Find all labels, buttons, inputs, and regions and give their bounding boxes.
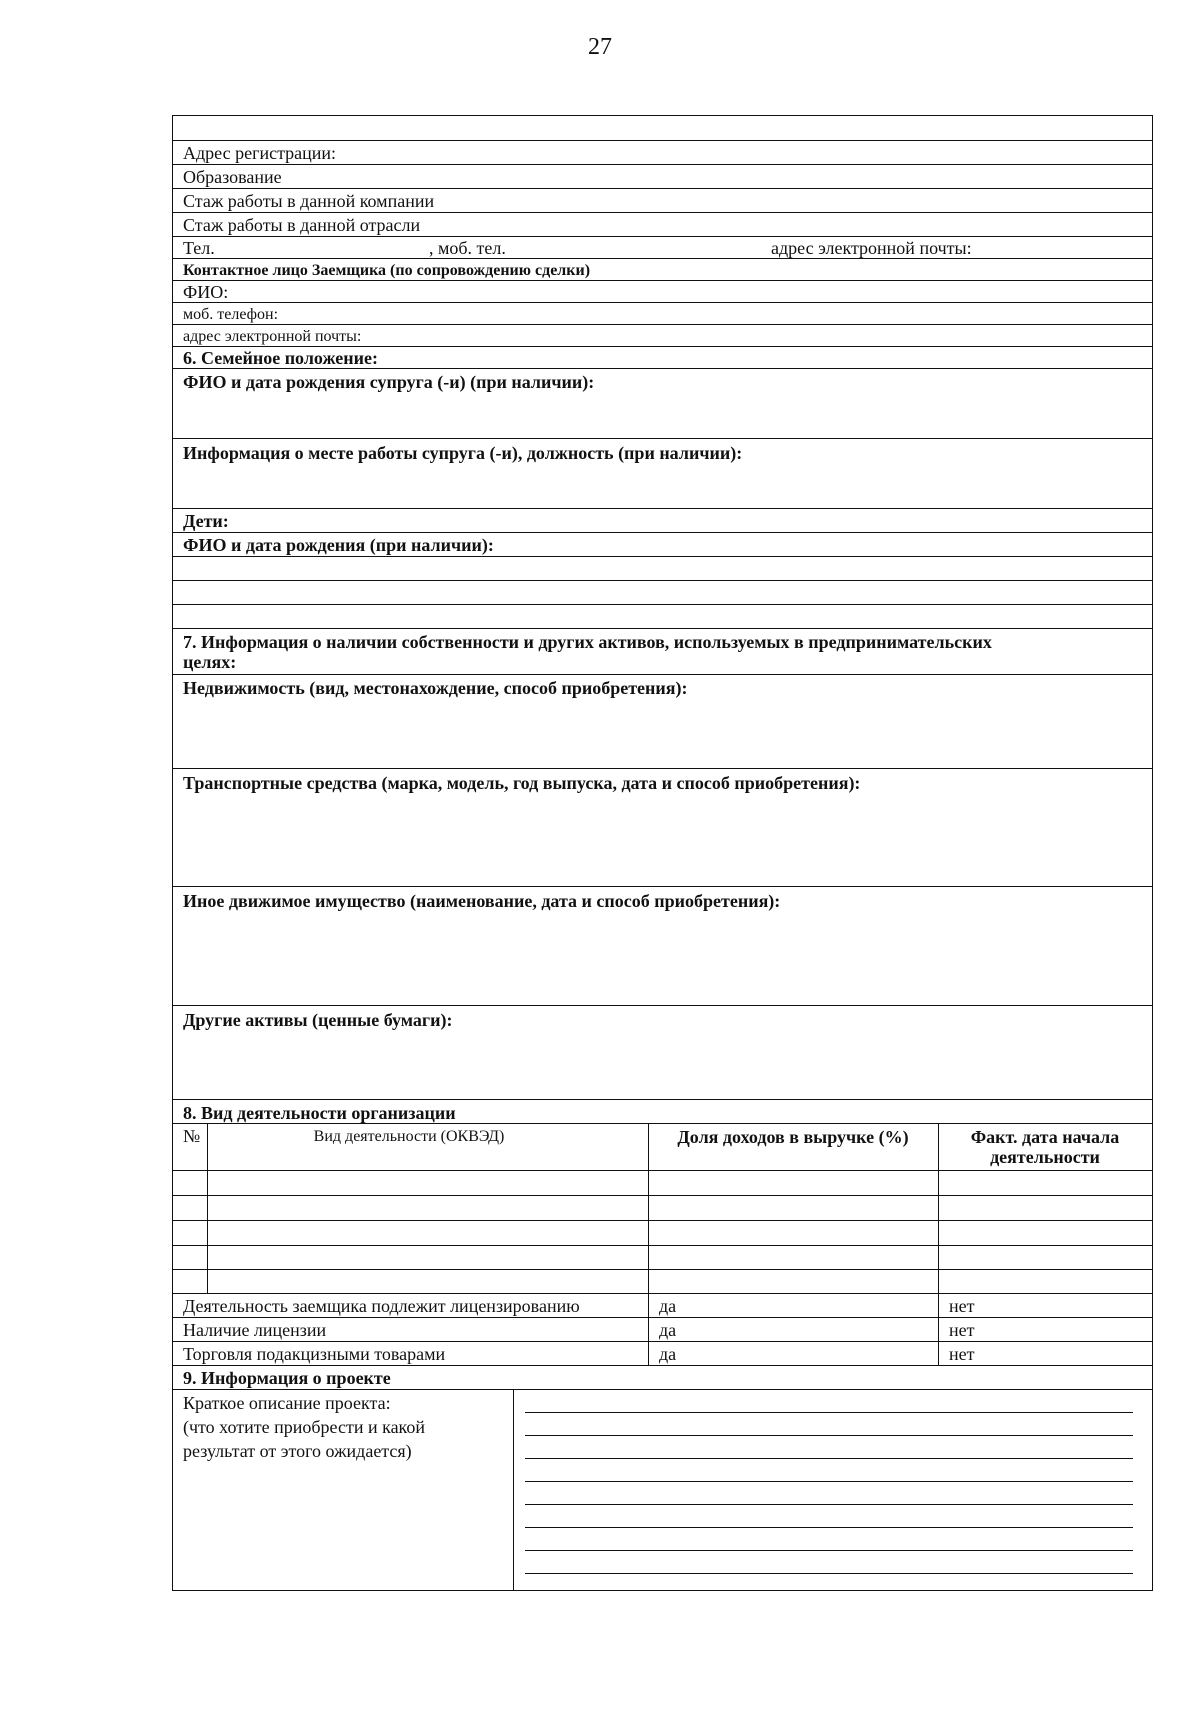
vehicles-label: Транспортные средства (марка, модель, год выпуска, дата и способ приобретения): xyxy=(183,773,861,793)
project-description-line1: Краткое описание проекта: xyxy=(183,1393,391,1413)
registration-address-label: Адрес регистрации: xyxy=(183,143,337,163)
marital-status-row xyxy=(173,346,1152,368)
writing-line[interactable] xyxy=(525,1527,1133,1528)
experience-industry-label: Стаж работы в данной отрасли xyxy=(183,215,421,235)
contact-mobile-label: моб. телефон: xyxy=(183,306,279,323)
other-assets-row[interactable] xyxy=(173,1005,1152,1099)
section6-title: 6. Семейное положение: xyxy=(183,348,379,368)
real-estate-label: Недвижимость (вид, местонахождение, способ приобретения): xyxy=(183,678,688,698)
section8-title: 8. Вид деятельности организации xyxy=(183,1103,456,1123)
spouse-row[interactable] xyxy=(173,368,1152,438)
children-label: Дети: xyxy=(183,511,229,531)
section7-title-line2: целях: xyxy=(183,652,237,672)
phone-label: Тел. xyxy=(183,238,215,258)
activity-title-row xyxy=(173,1099,1152,1123)
license-available-label: Наличие лицензии xyxy=(183,1320,327,1340)
excise-yes-option[interactable]: да xyxy=(659,1344,677,1364)
project-title-row xyxy=(173,1365,1152,1389)
contact-email-row[interactable] xyxy=(173,324,1152,346)
activity-header-row xyxy=(173,1123,1152,1170)
activity-table-row[interactable] xyxy=(173,1220,1152,1245)
excise-goods-row[interactable] xyxy=(173,1341,1152,1365)
children-fio-label: ФИО и дата рождения (при наличии): xyxy=(183,535,494,555)
contact-person-row xyxy=(173,258,1152,280)
writing-line[interactable] xyxy=(525,1412,1133,1413)
licensing-no-option[interactable]: нет xyxy=(949,1296,975,1316)
column-revenue-share-header: Доля доходов в выручке (%) xyxy=(677,1127,909,1147)
education-label: Образование xyxy=(183,167,282,187)
excise-no-option[interactable]: нет xyxy=(949,1344,975,1364)
activity-table-row[interactable] xyxy=(173,1269,1152,1293)
licensing-row[interactable] xyxy=(173,1293,1152,1317)
spouse-label: ФИО и дата рождения супруга (-и) (при наличии): xyxy=(183,372,595,392)
movable-property-label: Иное движимое имущество (наименование, дата и способ приобретения): xyxy=(183,891,781,911)
real-estate-row[interactable] xyxy=(173,674,1152,768)
experience-industry-row[interactable] xyxy=(173,212,1152,236)
children-fio-row xyxy=(173,532,1152,556)
writing-line[interactable] xyxy=(525,1550,1133,1551)
contact-person-heading: Контактное лицо Заемщика (по сопровождению сделки) xyxy=(183,262,591,279)
email-label: адрес электронной почты: xyxy=(771,238,972,258)
other-assets-label: Другие активы (ценные бумаги): xyxy=(183,1010,453,1030)
activity-table-row[interactable] xyxy=(173,1195,1152,1220)
activity-table-row[interactable] xyxy=(173,1245,1152,1269)
license-no-option[interactable]: нет xyxy=(949,1320,975,1340)
activity-table-row[interactable] xyxy=(173,1170,1152,1195)
licensing-label: Деятельность заемщика подлежит лицензированию xyxy=(183,1296,580,1316)
phone-row[interactable] xyxy=(173,236,1152,258)
spouse-work-label: Информация о месте работы супруга (-и), должность (при наличии): xyxy=(183,443,743,463)
column-start-date-header: Факт. дата начала деятельности xyxy=(970,1127,1120,1167)
children-entry-row[interactable] xyxy=(173,604,1152,628)
education-row[interactable] xyxy=(173,164,1152,188)
registration-address-row[interactable] xyxy=(173,140,1152,164)
project-divider xyxy=(513,1389,514,1590)
section9-title: 9. Информация о проекте xyxy=(183,1368,391,1388)
project-description-row[interactable] xyxy=(173,1389,1152,1590)
contact-mobile-row[interactable] xyxy=(173,302,1152,324)
license-available-row[interactable] xyxy=(173,1317,1152,1341)
contact-email-label: адрес электронной почты: xyxy=(183,328,362,345)
contact-fio-row[interactable] xyxy=(173,280,1152,302)
writing-line[interactable] xyxy=(525,1458,1133,1459)
license-yes-option[interactable]: да xyxy=(659,1320,677,1340)
children-row xyxy=(173,508,1152,532)
children-entry-row[interactable] xyxy=(173,580,1152,604)
writing-line[interactable] xyxy=(525,1504,1133,1505)
vehicles-row[interactable] xyxy=(173,768,1152,886)
writing-line[interactable] xyxy=(525,1435,1133,1436)
column-okved-header: Вид деятельности (ОКВЭД) xyxy=(313,1128,505,1145)
questionnaire-form xyxy=(172,115,1153,1591)
column-number-header: № xyxy=(183,1126,201,1146)
section7-title-line1: 7. Информация о наличии собственности и других активов, используемых в предпринимательских xyxy=(183,632,992,652)
children-entry-row[interactable] xyxy=(173,556,1152,580)
contact-fio-label: ФИО: xyxy=(183,282,229,302)
blank-row[interactable] xyxy=(173,116,1152,140)
mobile-label: , моб. тел. xyxy=(429,238,506,258)
excise-goods-label: Торговля подакцизными товарами xyxy=(183,1344,446,1364)
spouse-work-row[interactable] xyxy=(173,438,1152,508)
movable-property-row[interactable] xyxy=(173,886,1152,1005)
experience-company-label: Стаж работы в данной компании xyxy=(183,191,435,211)
experience-company-row[interactable] xyxy=(173,188,1152,212)
licensing-yes-option[interactable]: да xyxy=(659,1296,677,1316)
writing-line[interactable] xyxy=(525,1481,1133,1482)
project-description-line2: (что хотите приобрести и какой xyxy=(183,1417,426,1437)
assets-title-row xyxy=(173,628,1152,674)
writing-line[interactable] xyxy=(525,1573,1133,1574)
table-divider xyxy=(207,1123,208,1293)
project-description-line3: результат от этого ожидается) xyxy=(183,1441,412,1461)
page-number: 27 xyxy=(588,34,612,60)
